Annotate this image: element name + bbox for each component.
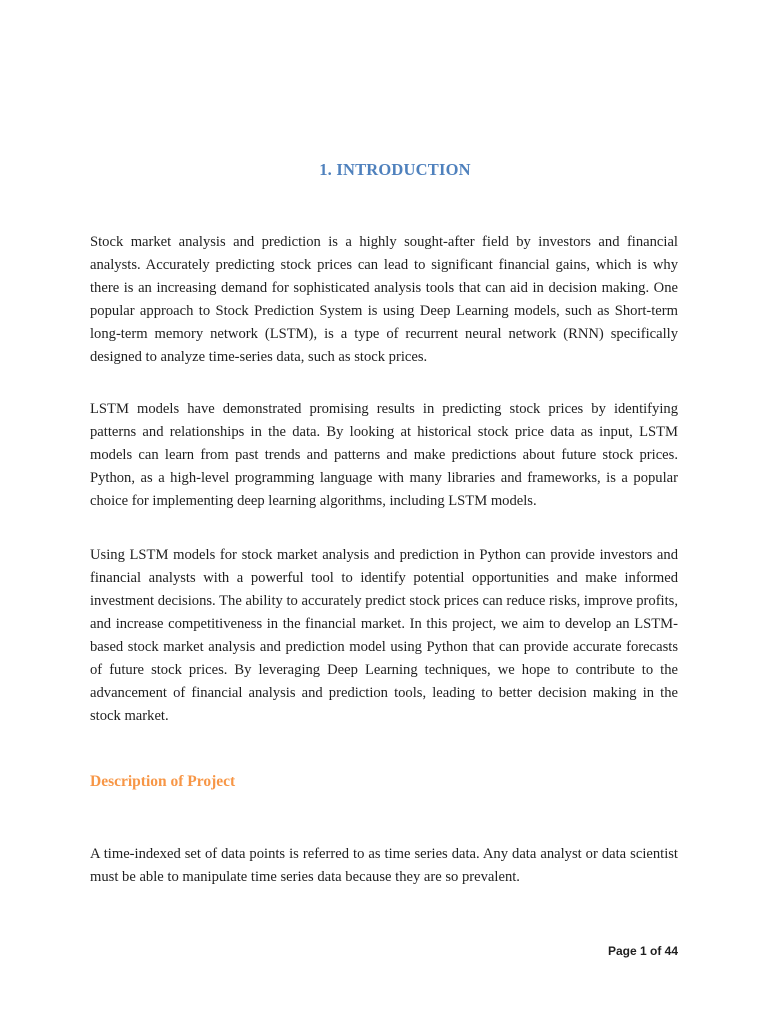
intro-paragraph-3: Using LSTM models for stock market analysis and prediction in Python can provide investors and financial analysts with a powerful tool to identify potential opportunities and make informed investment decisions. The ability to accurately predict stock prices can reduce risks, improve profits, and increase competitiveness in the financial market. In this project, we aim to develop an LSTM-based stock market analysis and prediction model using Python that can provide accurate forecasts of future stock prices. By leveraging Deep Learning techniques, we hope to contribute to the advancement of financial analysis and prediction tools, leading to better decision making in the stock market. — [90, 547, 678, 724]
intro-paragraph-1: Stock market analysis and prediction is a highly sought-after field by investors and financial analysts. Accurately predicting stock prices can lead to significant financial gains, which is why there is an increasing demand for sophisticated analysis tools that can aid in decision making. One popular approach to Stock Prediction System is using Deep Learning models, such as Short-term long-term memory network (LSTM), is a type of recurrent neural network (RNN) specifically designed to analyze time-series data, such as stock prices. — [90, 234, 678, 365]
page-number: Page 1 of 44 — [607, 944, 678, 958]
intro-paragraph-2: LSTM models have demonstrated promising results in predicting stock prices by identifying patterns and relationships in the data. By looking at historical stock price data as input, LSTM models can learn from past trends and patterns and make predictions about future stock prices. Python, as a high-level programming language with many libraries and frameworks, is a popular choice for implementing deep learning algorithms, including LSTM models. — [90, 401, 678, 509]
description-paragraph-1: A time-indexed set of data points is referred to as time series data. Any data analyst or data scientist must be able to manipulate time series data because they are so prevalent. — [90, 846, 678, 885]
section-heading-description: Description of Project — [90, 773, 236, 790]
chapter-title: 1. INTRODUCTION — [319, 160, 471, 179]
